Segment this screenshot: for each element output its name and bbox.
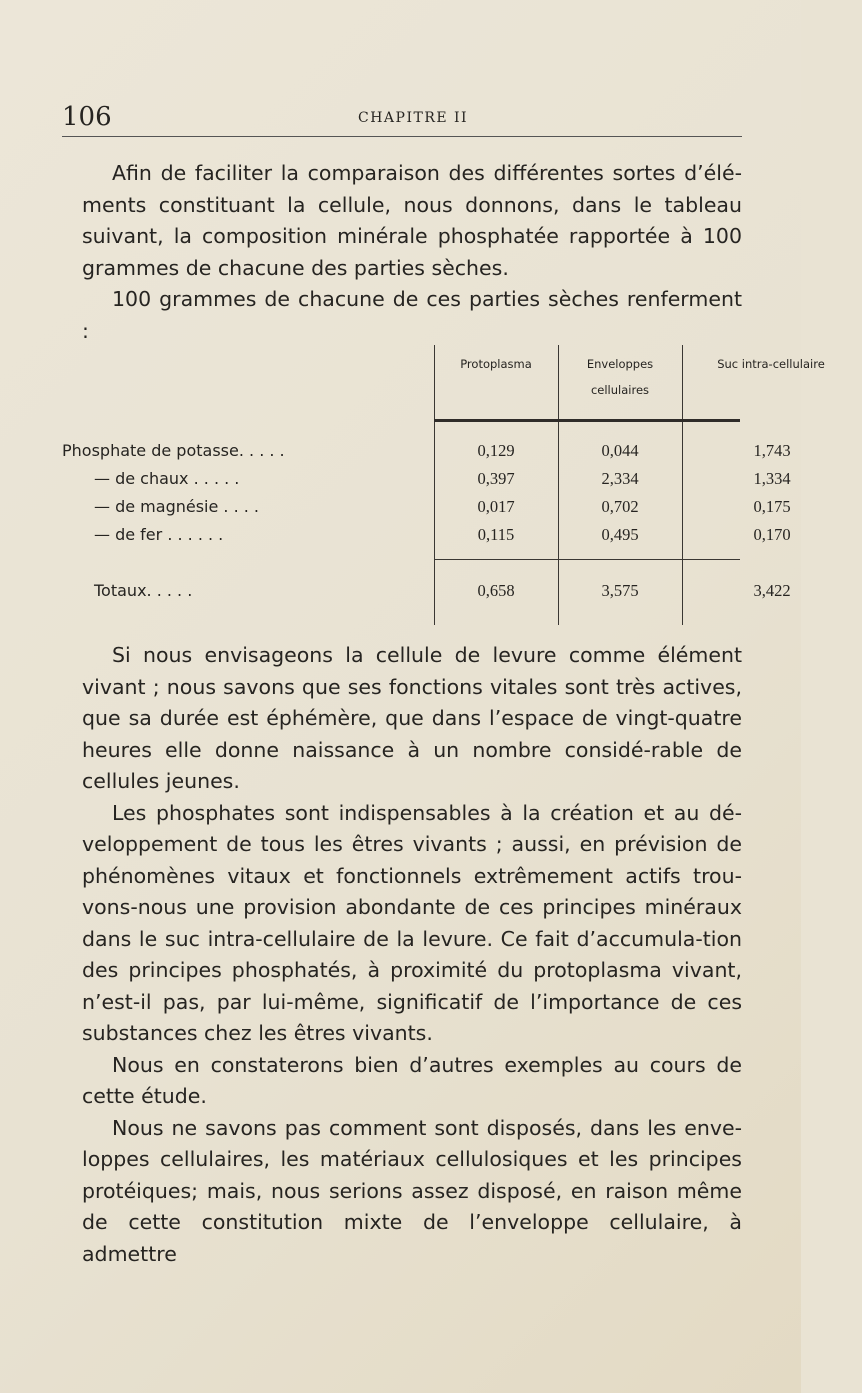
row-label: — de chaux . . . . . [94,469,240,488]
running-head: CHAPITRE II [358,110,469,126]
cell-value: 1,743 [753,441,791,460]
table-row [62,497,791,523]
totals-label: Totaux. . . . . [94,581,193,600]
cell-value: 0,495 [601,525,639,544]
column-header-enveloppes: Enveloppes cellulaires [586,357,654,397]
page-number: 106 [62,102,112,132]
table-row [62,469,791,495]
body-paragraph: Si nous envisageons la cellule de levure comme élément vivant ; nous savons que ses fonctions vitales sont très actives, que sa durée est éphémère, que dans l’espace de vingt-quatre heures elle donne naissance à un nombre considé-rable de cellules jeunes. [82,643,742,793]
phosphate-table [62,345,825,625]
body-paragraph: Nous en constaterons bien d’autres exemples au cours de cette étude. [82,1052,742,1108]
cell-value: 1,334 [753,469,791,488]
intro-paragraph: 100 grammes de chacune de ces parties sèches renferment : [82,287,742,343]
total-value: 3,575 [601,581,639,600]
row-label: Phosphate de potasse. . . . . [62,441,285,460]
cell-value: 0,702 [601,497,639,516]
total-value: 3,422 [753,581,791,600]
cell-value: 0,170 [753,525,791,544]
cell-value: 0,044 [601,441,639,460]
cell-value: 0,115 [477,525,515,544]
cell-value: 0,017 [477,497,515,516]
totals-rule [434,559,740,560]
row-label: — de fer . . . . . . [94,525,224,544]
body-paragraph: Nous ne savons pas comment sont disposés, dans les enve-loppes cellulaires, les matériaux cellulosiques et les principes protéiques; mais, nous serions assez disposé, en raison même de cette constitution mixte de l’enveloppe cellulaire, à admettre [82,1115,742,1266]
cell-value: 2,334 [601,469,639,488]
table-row [62,525,791,551]
row-label: — de magnésie . . . . [94,497,260,516]
header-rule-thick [434,419,740,422]
table-row [62,441,791,467]
body-paragraph: Les phosphates sont indispensables à la création et au dé-veloppement de tous les êtres vivants ; aussi, en prévision de phénomènes vitaux et fonctionnels extrêmement actifs trou-vons-nous une provision abondante de ces principes minéraux dans le suc intra-cellulaire de la levure. Ce fait d’accumula-tion des principes phosphatés, à proximité du protoplasma vivant, n’est-il pas, par lui-même, significatif de l’importance de ces substances chez les êtres vivants. [82,800,742,1045]
intro-paragraph: Afin de faciliter la comparaison des différentes sortes d’élé-ments constituant la cellule, nous donnons, dans le tableau suivant, la composition minérale phosphatée rapportée à 100 grammes de chacune des parties sèches. [82,161,742,280]
cell-value: 0,129 [477,441,515,460]
page-header [62,90,742,138]
column-header-suc: Suc intra-cellulaire [717,357,825,371]
header-rule [62,136,742,137]
cell-value: 0,175 [753,497,791,516]
total-value: 0,658 [477,581,515,600]
intro-text [82,158,742,347]
body-text [82,640,742,1270]
column-header-protoplasma: Protoplasma [460,357,532,371]
cell-value: 0,397 [477,469,515,488]
totals-row [62,581,791,607]
